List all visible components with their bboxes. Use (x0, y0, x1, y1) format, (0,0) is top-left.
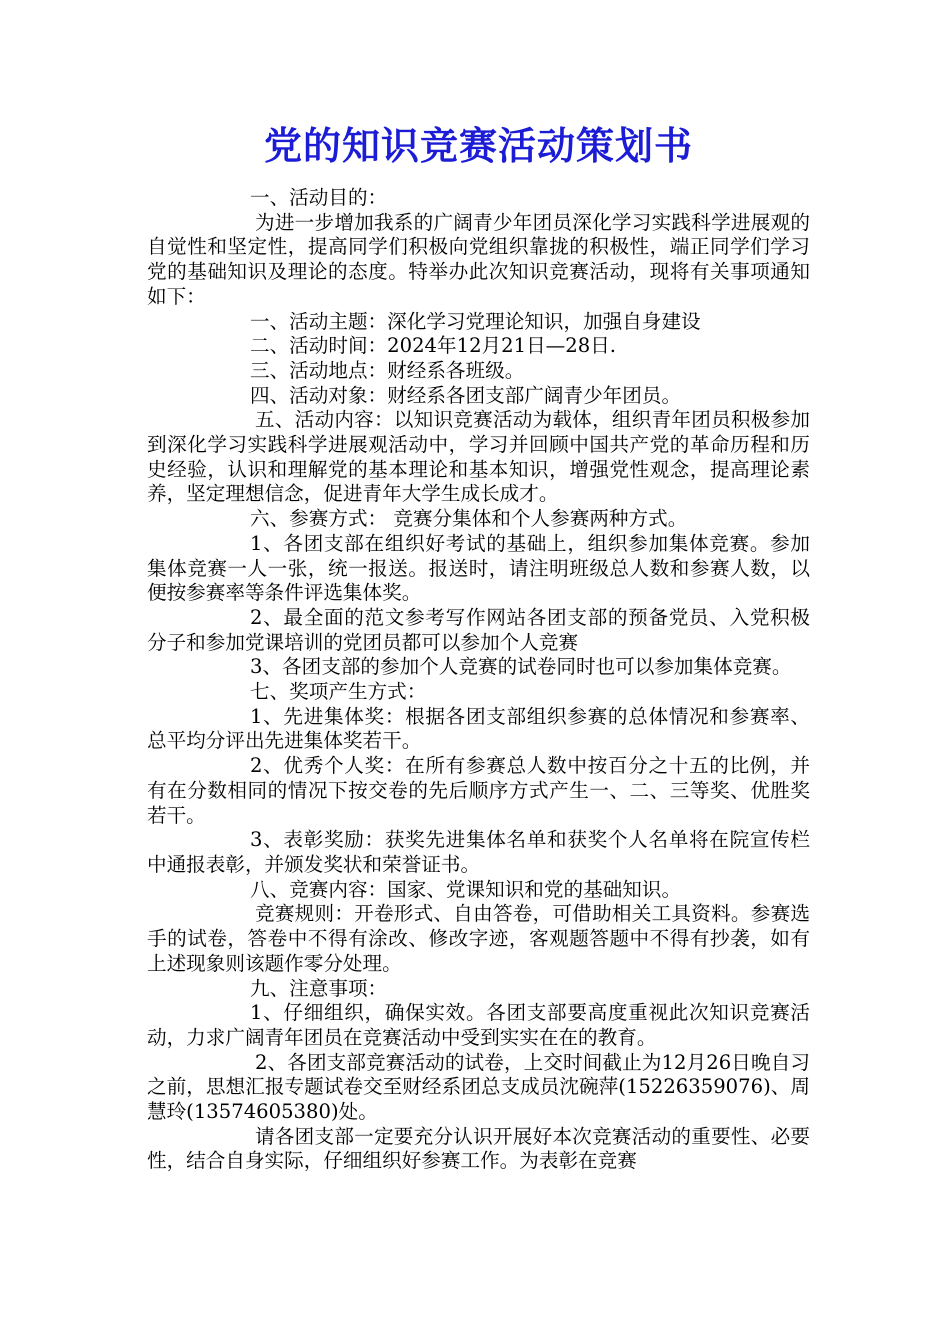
paragraph: 竞赛规则：开卷形式、自由答卷，可借助相关工具资料。参赛选手的试卷，答卷中不得有涂改、修改字迹，客观题答题中不得有抄袭，如有上述现象则该题作零分处理。 (147, 902, 810, 975)
paragraph: 一、活动目的： (250, 186, 388, 209)
paragraph: 六、参赛方式： 竞赛分集体和个人参赛两种方式。 (250, 507, 688, 531)
paragraph: 2、优秀个人奖：在所有参赛总人数中按百分之十五的比例，并有在分数相同的情况下按交卷的先后顺序方式产生一、二、三等奖、优胜奖若干。 (147, 754, 810, 827)
paragraph: 1、仔细组织，确保实效。各团支部要高度重视此次知识竞赛活动，力求广阔青年团员在竞赛活动中受到实实在在的教育。 (147, 1001, 810, 1049)
paragraph: 九、注意事项： (250, 976, 388, 1000)
paragraph: 三、活动地点：财经系各班级。 (250, 358, 525, 382)
paragraph: 1、各团支部在组织好考试的基础上，组织参加集体竞赛。参加集体竞赛一人一张，统一报送。报送时，请注明班级总人数和参赛人数，以便按参赛率等条件评选集体奖。 (147, 531, 810, 605)
paragraph: 四、活动对象：财经系各团支部广阔青少年团员。 (250, 383, 682, 407)
paragraph: 八、竞赛内容：国家、党课知识和党的基础知识。 (250, 877, 682, 901)
paragraph: 一、活动主题：深化学习党理论知识，加强自身建设 (250, 309, 701, 333)
paragraph: 为进一步增加我系的广阔青少年团员深化学习实践科学进展观的自觉性和坚定性，提高同学们积极向党组织靠拢的积极性，端正同学们学习党的基础知识及理论的态度。特举办此次知识竞赛活动，现将有关事项通知如下： (147, 210, 810, 308)
paragraph: 2、最全面的范文参考写作网站各团支部的预备党员、入党积极分子和参加党课培训的党团员都可以参加个人竞赛 (147, 605, 810, 654)
paragraph: 请各团支部一定要充分认识开展好本次竞赛活动的重要性、必要性，结合自身实际，仔细组织好参赛工作。为表彰在竞赛 (147, 1124, 810, 1173)
paragraph: 1、先进集体奖：根据各团支部组织参赛的总体情况和参赛率、总平均分评出先进集体奖若干。 (147, 704, 810, 753)
paragraph: 3、表彰奖励：获奖先进集体名单和获奖个人名单将在院宣传栏中通报表彰，并颁发奖状和荣誉证书。 (147, 828, 810, 876)
paragraph: 七、奖项产生方式： (250, 680, 427, 704)
paragraph: 五、活动内容：以知识竞赛活动为载体，组织青年团员积极参加到深化学习实践科学进展观活动中，学习并回顾中国共产党的革命历程和历史经验，认识和理解党的基本理论和基本知识，增强党性观念，提高理论素养，坚定理想信念，促进青年大学生成长成才。 (147, 408, 810, 506)
document-body (147, 186, 810, 1174)
paragraph: 二、活动时间：2024年12月21日—28日. (250, 334, 617, 358)
document-title: 党的知识竞赛活动策划书 (263, 124, 693, 168)
paragraph: 2、各团支部竞赛活动的试卷，上交时间截止为12月26日晚自习之前，思想汇报专题试卷交至财经系团总支成员沈碗萍(15226359076)、周慧玲(13574605380)处。 (147, 1050, 810, 1124)
paragraph: 3、各团支部的参加个人竞赛的试卷同时也可以参加集体竞赛。 (250, 655, 792, 679)
